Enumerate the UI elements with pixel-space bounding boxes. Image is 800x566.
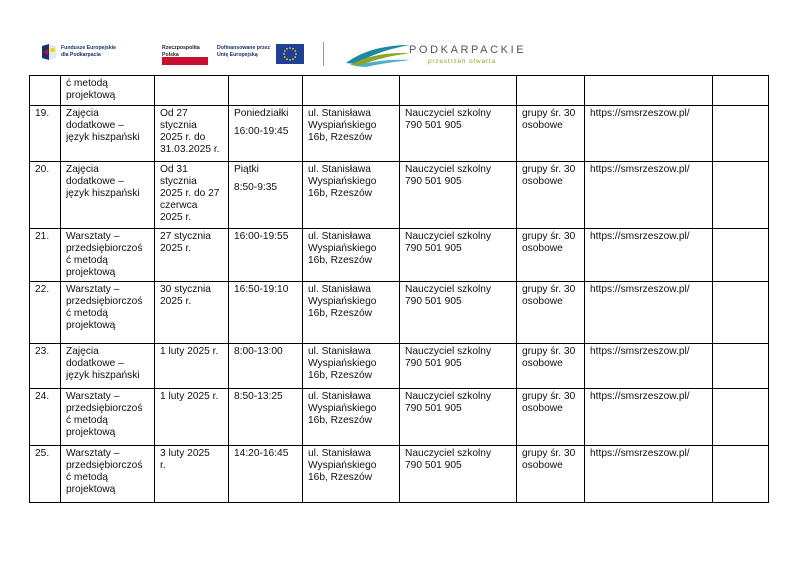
cell-lp	[30, 282, 61, 344]
cell-date	[155, 229, 229, 282]
place-line: Wyspiańskiego	[308, 358, 377, 369]
table-row	[30, 229, 769, 282]
contact-line: Nauczyciel szkolny	[405, 284, 492, 295]
eu-flag-icon	[276, 44, 304, 64]
cell-contact	[400, 162, 517, 229]
lp-text: 20.	[35, 164, 50, 175]
cell-extra	[713, 162, 769, 229]
cell-group	[517, 76, 585, 106]
cell-place	[303, 76, 400, 106]
place-line: 16b, Rzeszów	[308, 308, 372, 319]
table-row	[30, 162, 769, 229]
cell-date	[155, 389, 229, 446]
cell-date	[155, 106, 229, 162]
time-line: 8:50-13:25	[234, 391, 283, 402]
cell-extra	[713, 229, 769, 282]
date-line: 2025 r. do 27	[160, 188, 220, 199]
name-line: język hiszpański	[66, 132, 140, 143]
schedule-table	[29, 75, 769, 503]
place-line: ul. Stanisława	[308, 231, 371, 242]
name-line: Warsztaty –	[66, 448, 120, 459]
cell-time	[229, 446, 303, 503]
cell-place	[303, 344, 400, 389]
contact-line: 790 501 905	[405, 120, 462, 131]
name-line: projektową	[66, 484, 116, 495]
time-line: 16:50-19:10	[234, 284, 289, 295]
contact-line: Nauczyciel szkolny	[405, 108, 492, 119]
date-line: stycznia	[160, 120, 197, 131]
date-line: r.	[160, 460, 166, 471]
cell-lp	[30, 344, 61, 389]
date-line: 30 stycznia	[160, 284, 211, 295]
polish-flag-icon	[162, 57, 208, 65]
url-text[interactable]: https://smsrzeszow.pl/	[590, 108, 690, 119]
cell-url	[585, 282, 713, 344]
cell-extra	[713, 344, 769, 389]
cell-group	[517, 344, 585, 389]
contact-line: 790 501 905	[405, 243, 462, 254]
place-line: ul. Stanisława	[308, 108, 371, 119]
date-line: 31.03.2025 r.	[160, 144, 220, 155]
cell-place	[303, 446, 400, 503]
cell-time	[229, 344, 303, 389]
date-line: 2025 r.	[160, 212, 192, 223]
cell-url	[585, 344, 713, 389]
cell-contact	[400, 229, 517, 282]
cell-date	[155, 162, 229, 229]
cell-lp	[30, 76, 61, 106]
cell-time	[229, 389, 303, 446]
cell-name	[61, 106, 155, 162]
cell-extra	[713, 76, 769, 106]
lp-text: 21.	[35, 231, 50, 242]
date-line: 3 luty 2025	[160, 448, 210, 459]
name-line: ć metodą	[66, 308, 108, 319]
time-line: 16:00-19:55	[234, 231, 289, 242]
cell-contact	[400, 106, 517, 162]
place-line: Wyspiańskiego	[308, 243, 377, 254]
url-text[interactable]: https://smsrzeszow.pl/	[590, 164, 690, 175]
cell-group	[517, 446, 585, 503]
url-text[interactable]: https://smsrzeszow.pl/	[590, 346, 690, 357]
date-line: Od 27	[160, 108, 188, 119]
cell-url	[585, 229, 713, 282]
name-line: ć metodą	[66, 472, 108, 483]
cell-url	[585, 76, 713, 106]
cell-contact	[400, 344, 517, 389]
contact-line: 790 501 905	[405, 296, 462, 307]
place-line: 16b, Rzeszów	[308, 415, 372, 426]
group-line: osobowe	[522, 358, 563, 369]
table-row	[30, 389, 769, 446]
podkarpackie-logo-icon	[344, 41, 412, 67]
cell-lp	[30, 389, 61, 446]
name-line: dodatkowe –	[66, 358, 124, 369]
contact-line: 790 501 905	[405, 460, 462, 471]
contact-line: Nauczyciel szkolny	[405, 391, 492, 402]
cell-place	[303, 106, 400, 162]
cell-group	[517, 162, 585, 229]
name-line: dodatkowe –	[66, 120, 124, 131]
cell-url	[585, 446, 713, 503]
european-funds-label: Fundusze Europejskie dla Podkarpacia	[61, 45, 117, 58]
time-line: 8:00-13:00	[234, 346, 283, 357]
cell-contact	[400, 282, 517, 344]
name-line: ć metodą	[66, 255, 108, 266]
date-line: Od 31	[160, 164, 188, 175]
group-line: grupy śr. 30	[522, 164, 576, 175]
table-row	[30, 106, 769, 162]
cell-name	[61, 162, 155, 229]
contact-line: 790 501 905	[405, 176, 462, 187]
place-line: Wyspiańskiego	[308, 176, 377, 187]
contact-line: 790 501 905	[405, 403, 462, 414]
name-line: projektową	[66, 267, 116, 278]
name-line: język hiszpański	[66, 188, 140, 199]
cell-contact	[400, 76, 517, 106]
cell-url	[585, 389, 713, 446]
name-line: ć metodą	[66, 415, 108, 426]
name-line: Zajęcia	[66, 164, 99, 175]
contact-line: 790 501 905	[405, 358, 462, 369]
place-line: Wyspiańskiego	[308, 403, 377, 414]
place-line: Wyspiańskiego	[308, 296, 377, 307]
document-header	[0, 0, 800, 75]
cell-group	[517, 282, 585, 344]
cell-time	[229, 162, 303, 229]
cell-time	[229, 76, 303, 106]
cell-time	[229, 106, 303, 162]
cell-date	[155, 76, 229, 106]
name-line: przedsiębiorczoś	[66, 243, 143, 254]
table-row	[30, 76, 769, 106]
cell-lp	[30, 106, 61, 162]
cell-time	[229, 229, 303, 282]
european-funds-logo-icon	[40, 42, 58, 62]
cell-name	[61, 76, 155, 106]
cell-contact	[400, 389, 517, 446]
cell-lp	[30, 162, 61, 229]
date-line: 2025 r.	[160, 243, 192, 254]
place-line: 16b, Rzeszów	[308, 132, 372, 143]
cell-name	[61, 344, 155, 389]
url-text[interactable]: https://smsrzeszow.pl/	[590, 448, 690, 459]
contact-line: Nauczyciel szkolny	[405, 346, 492, 357]
group-line: grupy śr. 30	[522, 391, 576, 402]
podkarpackie-subtitle: przestrzeń otwarta	[428, 58, 496, 65]
date-line: stycznia	[160, 176, 197, 187]
name-line: język hiszpański	[66, 370, 140, 381]
time-line: 14:20-16:45	[234, 448, 289, 459]
group-line: osobowe	[522, 176, 563, 187]
cell-time	[229, 282, 303, 344]
table-row	[30, 446, 769, 503]
cell-lp	[30, 229, 61, 282]
name-line: Warsztaty –	[66, 231, 120, 242]
place-line: Wyspiańskiego	[308, 460, 377, 471]
date-line: 2025 r.	[160, 296, 192, 307]
name-line: projektową	[66, 427, 116, 438]
table-row	[30, 282, 769, 344]
cell-name	[61, 229, 155, 282]
name-line: projektową	[66, 90, 116, 101]
lp-text: 22.	[35, 284, 50, 295]
group-line: osobowe	[522, 460, 563, 471]
cell-group	[517, 106, 585, 162]
lp-text: 24.	[35, 391, 50, 402]
cell-date	[155, 282, 229, 344]
name-line: Warsztaty –	[66, 391, 120, 402]
place-line: ul. Stanisława	[308, 346, 371, 357]
time-line: Piątki	[234, 164, 259, 175]
group-line: osobowe	[522, 120, 563, 131]
group-line: osobowe	[522, 243, 563, 254]
url-text[interactable]: https://smsrzeszow.pl/	[590, 391, 690, 402]
name-line: ć metodą	[66, 78, 108, 89]
time-line: 8:50-9:35	[234, 182, 278, 193]
cell-extra	[713, 282, 769, 344]
name-line: Warsztaty –	[66, 284, 120, 295]
date-line: 27 stycznia	[160, 231, 211, 242]
cell-place	[303, 162, 400, 229]
place-line: 16b, Rzeszów	[308, 472, 372, 483]
header-divider	[323, 42, 324, 66]
name-line: projektową	[66, 320, 116, 331]
eu-funding-label: Dofinansowane przez Unię Europejską	[217, 45, 271, 58]
place-line: ul. Stanisława	[308, 164, 371, 175]
date-line: 1 luty 2025 r.	[160, 346, 219, 357]
cell-name	[61, 446, 155, 503]
group-line: grupy śr. 30	[522, 231, 576, 242]
time-line: Poniedziałki	[234, 108, 289, 119]
date-line: czerwca	[160, 200, 198, 211]
cell-extra	[713, 389, 769, 446]
group-line: osobowe	[522, 296, 563, 307]
cell-place	[303, 389, 400, 446]
place-line: 16b, Rzeszów	[308, 370, 372, 381]
time-line: 16:00-19:45	[234, 126, 289, 137]
name-line: przedsiębiorczoś	[66, 296, 143, 307]
podkarpackie-title: PODKARPACKIE	[409, 44, 527, 56]
name-line: dodatkowe –	[66, 176, 124, 187]
group-line: grupy śr. 30	[522, 108, 576, 119]
date-line: 1 luty 2025 r.	[160, 391, 219, 402]
cell-group	[517, 229, 585, 282]
name-line: Zajęcia	[66, 108, 99, 119]
url-text[interactable]: https://smsrzeszow.pl/	[590, 231, 690, 242]
cell-date	[155, 446, 229, 503]
cell-lp	[30, 446, 61, 503]
cell-group	[517, 389, 585, 446]
name-line: Zajęcia	[66, 346, 99, 357]
group-line: osobowe	[522, 403, 563, 414]
place-line: ul. Stanisława	[308, 448, 371, 459]
name-line: przedsiębiorczoś	[66, 460, 143, 471]
table-row	[30, 344, 769, 389]
rzeczpospolita-label: Rzeczpospolita Polska	[162, 45, 200, 58]
contact-line: Nauczyciel szkolny	[405, 231, 492, 242]
lp-text: 19.	[35, 108, 50, 119]
cell-url	[585, 106, 713, 162]
contact-line: Nauczyciel szkolny	[405, 164, 492, 175]
cell-url	[585, 162, 713, 229]
cell-date	[155, 344, 229, 389]
cell-name	[61, 389, 155, 446]
group-line: grupy śr. 30	[522, 284, 576, 295]
place-line: Wyspiańskiego	[308, 120, 377, 131]
cell-extra	[713, 446, 769, 503]
place-line: 16b, Rzeszów	[308, 255, 372, 266]
place-line: ul. Stanisława	[308, 284, 371, 295]
place-line: 16b, Rzeszów	[308, 188, 372, 199]
group-line: grupy śr. 30	[522, 448, 576, 459]
lp-text: 25.	[35, 448, 50, 459]
group-line: grupy śr. 30	[522, 346, 576, 357]
place-line: ul. Stanisława	[308, 391, 371, 402]
cell-extra	[713, 106, 769, 162]
date-line: 2025 r. do	[160, 132, 206, 143]
cell-place	[303, 282, 400, 344]
cell-contact	[400, 446, 517, 503]
cell-place	[303, 229, 400, 282]
cell-name	[61, 282, 155, 344]
name-line: przedsiębiorczoś	[66, 403, 143, 414]
lp-text: 23.	[35, 346, 50, 357]
contact-line: Nauczyciel szkolny	[405, 448, 492, 459]
url-text[interactable]: https://smsrzeszow.pl/	[590, 284, 690, 295]
